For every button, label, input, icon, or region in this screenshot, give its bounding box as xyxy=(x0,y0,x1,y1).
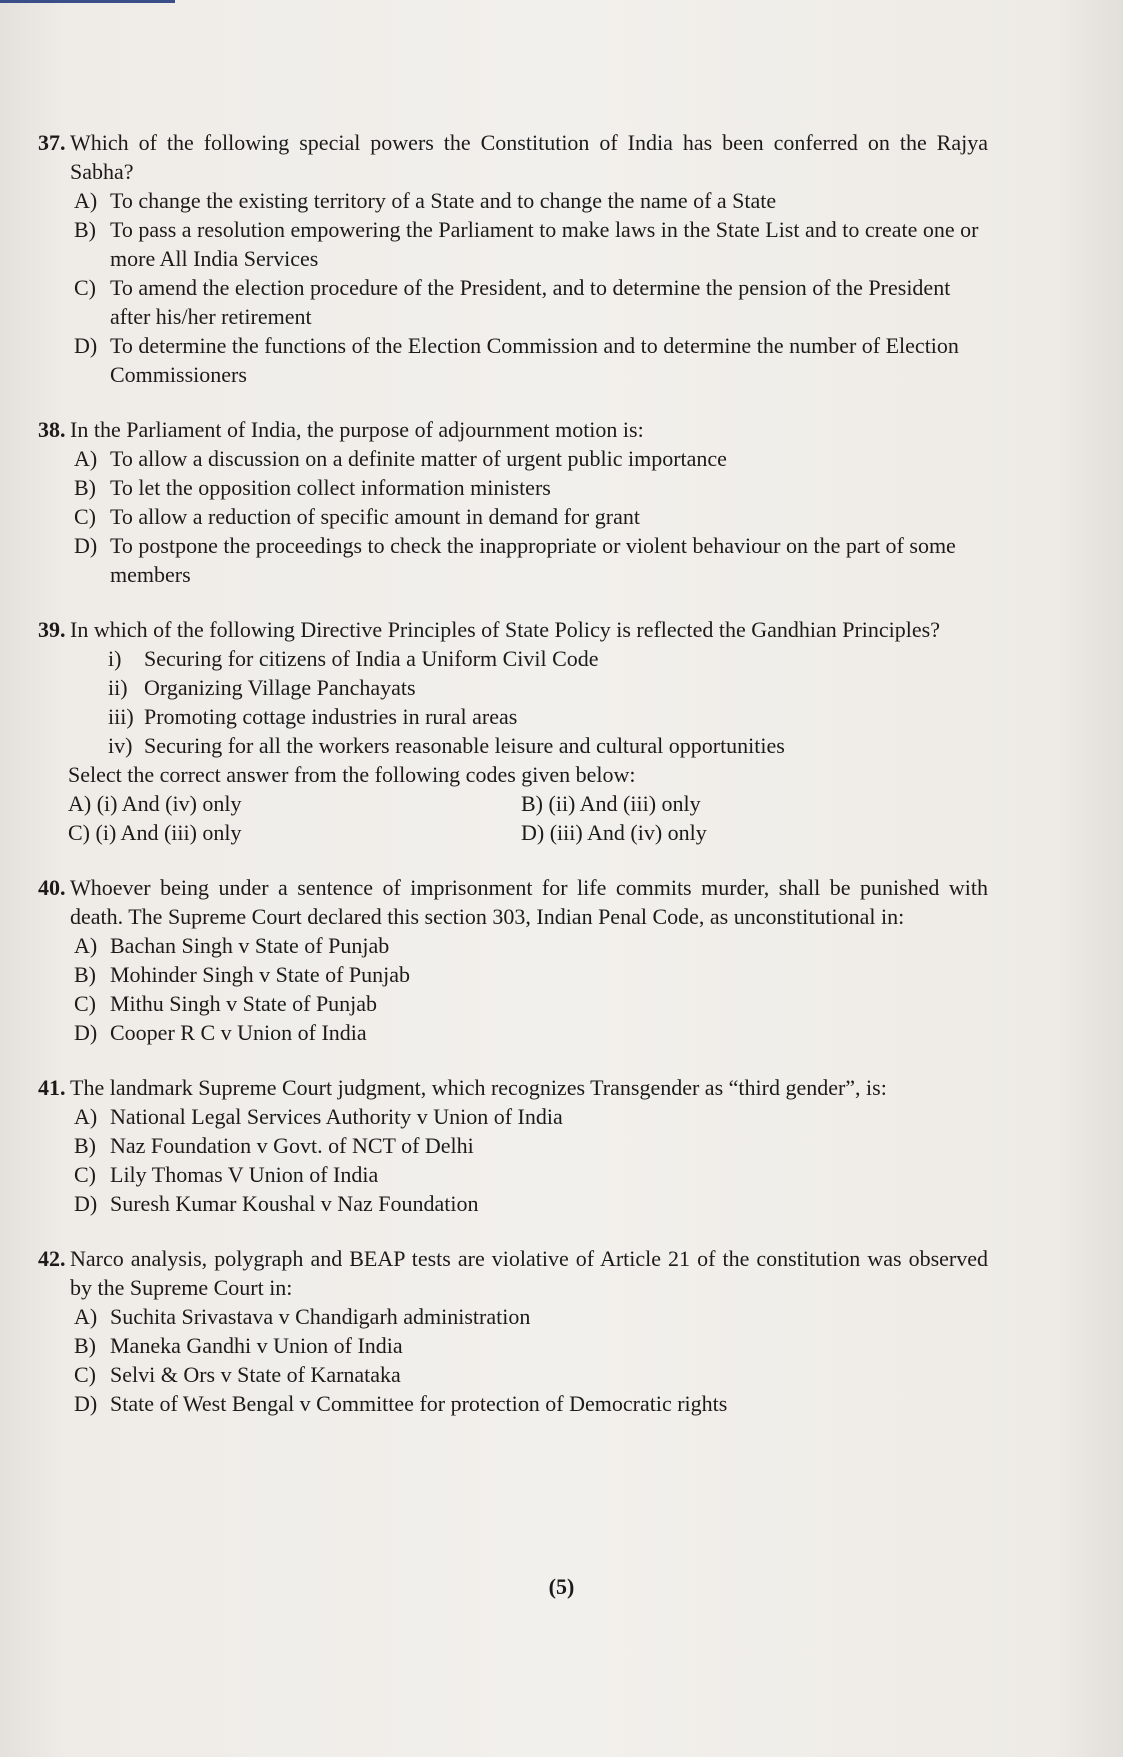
option-label: D) xyxy=(74,1020,98,1045)
question-42 xyxy=(38,1244,988,1418)
question-list xyxy=(38,128,988,1444)
statement-item xyxy=(108,731,988,760)
option-list xyxy=(74,1102,988,1218)
statement-list xyxy=(108,644,988,760)
question-number: 37. xyxy=(38,130,66,155)
option-item xyxy=(74,960,988,989)
option-text: To amend the election procedure of the President, and to determine the pension of the President after his/her retirement xyxy=(110,275,951,329)
question-39 xyxy=(38,615,988,847)
option-list xyxy=(74,1302,988,1418)
option-item xyxy=(74,473,988,502)
statement-label: ii) xyxy=(108,675,128,700)
option-label: B) xyxy=(74,1333,96,1358)
question-text: Narco analysis, polygraph and BEAP tests are violative of Article 21 of the constitution was observed by the Supreme Court in: xyxy=(70,1246,988,1300)
statement-label: iii) xyxy=(108,704,134,729)
statement-item xyxy=(108,673,988,702)
option-item xyxy=(74,1189,988,1218)
question-number: 39. xyxy=(38,617,66,642)
question-text: The landmark Supreme Court judgment, which recognizes Transgender as “third gender”, is: xyxy=(70,1075,887,1100)
option-text: Mohinder Singh v State of Punjab xyxy=(110,962,411,987)
statement-text: Organizing Village Panchayats xyxy=(144,675,416,700)
answer-instruction: Select the correct answer from the following codes given below: xyxy=(68,762,636,787)
question-38 xyxy=(38,415,988,589)
option-label: A) xyxy=(74,1304,98,1329)
option-text: Suchita Srivastava v Chandigarh administration xyxy=(110,1304,531,1329)
statement-text: Promoting cottage industries in rural areas xyxy=(144,704,518,729)
question-text: In the Parliament of India, the purpose of adjournment motion is: xyxy=(70,417,644,442)
option-item xyxy=(74,331,988,389)
question-text: In which of the following Directive Principles of State Policy is reflected the Gandhian Principles? xyxy=(70,617,940,642)
option-item xyxy=(74,531,988,589)
option-label: A) xyxy=(74,188,98,213)
option-label: C) xyxy=(74,275,96,300)
option-label: A) xyxy=(74,1104,98,1129)
question-41 xyxy=(38,1073,988,1218)
question-text: Which of the following special powers the Constitution of India has been conferred on the Rajya Sabha? xyxy=(70,130,988,184)
option-item xyxy=(74,931,988,960)
option-label: D) xyxy=(74,1391,98,1416)
top-edge-rule xyxy=(0,0,175,3)
option-label: C) xyxy=(74,1362,96,1387)
option-text: To change the existing territory of a State and to change the name of a State xyxy=(110,188,777,213)
option-item xyxy=(74,1131,988,1160)
option-item xyxy=(74,989,988,1018)
question-text: Whoever being under a sentence of imprisonment for life commits murder, shall be punished with death. The Supreme Court declared this section 303, Indian Penal Code, as unconstitutional in: xyxy=(70,875,988,929)
option-text: State of West Bengal v Committee for protection of Democratic rights xyxy=(110,1391,728,1416)
option-label: C) xyxy=(74,991,96,1016)
option-text: Maneka Gandhi v Union of India xyxy=(110,1333,403,1358)
question-stem xyxy=(38,1244,988,1302)
option-label: A) xyxy=(74,446,98,471)
statement-label: iv) xyxy=(108,733,133,758)
option-text: To postpone the proceedings to check the inappropriate or violent behaviour on the part of some members xyxy=(110,533,956,587)
option-item xyxy=(74,1018,988,1047)
question-40 xyxy=(38,873,988,1047)
statement-label: i) xyxy=(108,646,122,671)
question-number: 41. xyxy=(38,1075,66,1100)
option-item xyxy=(74,273,988,331)
statement-text: Securing for citizens of India a Uniform Civil Code xyxy=(144,646,599,671)
option-item xyxy=(74,1360,988,1389)
option-item xyxy=(74,502,988,531)
option-label: B) xyxy=(74,1133,96,1158)
option-text: Naz Foundation v Govt. of NCT of Delhi xyxy=(110,1133,474,1158)
option-list xyxy=(74,931,988,1047)
option-text: To pass a resolution empowering the Parliament to make laws in the State List and to create one or more All India Services xyxy=(110,217,979,271)
option-text: Bachan Singh v State of Punjab xyxy=(110,933,390,958)
option-label: A) xyxy=(74,933,98,958)
option-label: B) xyxy=(74,962,96,987)
option-label: D) xyxy=(74,333,98,358)
option-item xyxy=(74,215,988,273)
option-label: D) xyxy=(74,533,98,558)
statement-text: Securing for all the workers reasonable leisure and cultural opportunities xyxy=(144,733,785,758)
option-item xyxy=(74,1160,988,1189)
option-text: Suresh Kumar Koushal v Naz Foundation xyxy=(110,1191,479,1216)
question-stem xyxy=(38,1073,988,1102)
option-item xyxy=(74,186,988,215)
question-stem xyxy=(38,128,988,186)
option-text: To allow a discussion on a definite matter of urgent public importance xyxy=(110,446,727,471)
option-text: Selvi & Ors v State of Karnataka xyxy=(110,1362,401,1387)
question-stem xyxy=(38,415,988,444)
option-label: D) xyxy=(74,1191,98,1216)
question-number: 42. xyxy=(38,1246,66,1271)
answer-code-option: C) (i) And (iii) only xyxy=(68,820,242,845)
option-text: Mithu Singh v State of Punjab xyxy=(110,991,378,1016)
statement-item xyxy=(108,644,988,673)
option-item xyxy=(74,444,988,473)
option-text: To determine the functions of the Election Commission and to determine the number of Election Commissioners xyxy=(110,333,959,387)
option-text: National Legal Services Authority v Union of India xyxy=(110,1104,563,1129)
option-item xyxy=(74,1389,988,1418)
option-text: To let the opposition collect information ministers xyxy=(110,475,551,500)
answer-code-option: D) (iii) And (iv) only xyxy=(521,820,707,845)
option-item xyxy=(74,1331,988,1360)
option-label: B) xyxy=(74,475,96,500)
option-item xyxy=(74,1102,988,1131)
statement-item xyxy=(108,702,988,731)
option-text: To allow a reduction of specific amount in demand for grant xyxy=(110,504,640,529)
option-list xyxy=(74,186,988,389)
answer-codes xyxy=(68,789,988,847)
option-label: C) xyxy=(74,504,96,529)
option-label: B) xyxy=(74,217,96,242)
question-number: 38. xyxy=(38,417,66,442)
option-label: C) xyxy=(74,1162,96,1187)
option-list xyxy=(74,444,988,589)
question-37 xyxy=(38,128,988,389)
option-text: Cooper R C v Union of India xyxy=(110,1020,367,1045)
answer-code-option: A) (i) And (iv) only xyxy=(68,791,242,816)
question-stem xyxy=(38,615,988,644)
option-item xyxy=(74,1302,988,1331)
answer-code-option: B) (ii) And (iii) only xyxy=(521,791,701,816)
question-number: 40. xyxy=(38,875,66,900)
page-number: (5) xyxy=(548,1574,575,1599)
question-stem xyxy=(38,873,988,931)
option-text: Lily Thomas V Union of India xyxy=(110,1162,379,1187)
